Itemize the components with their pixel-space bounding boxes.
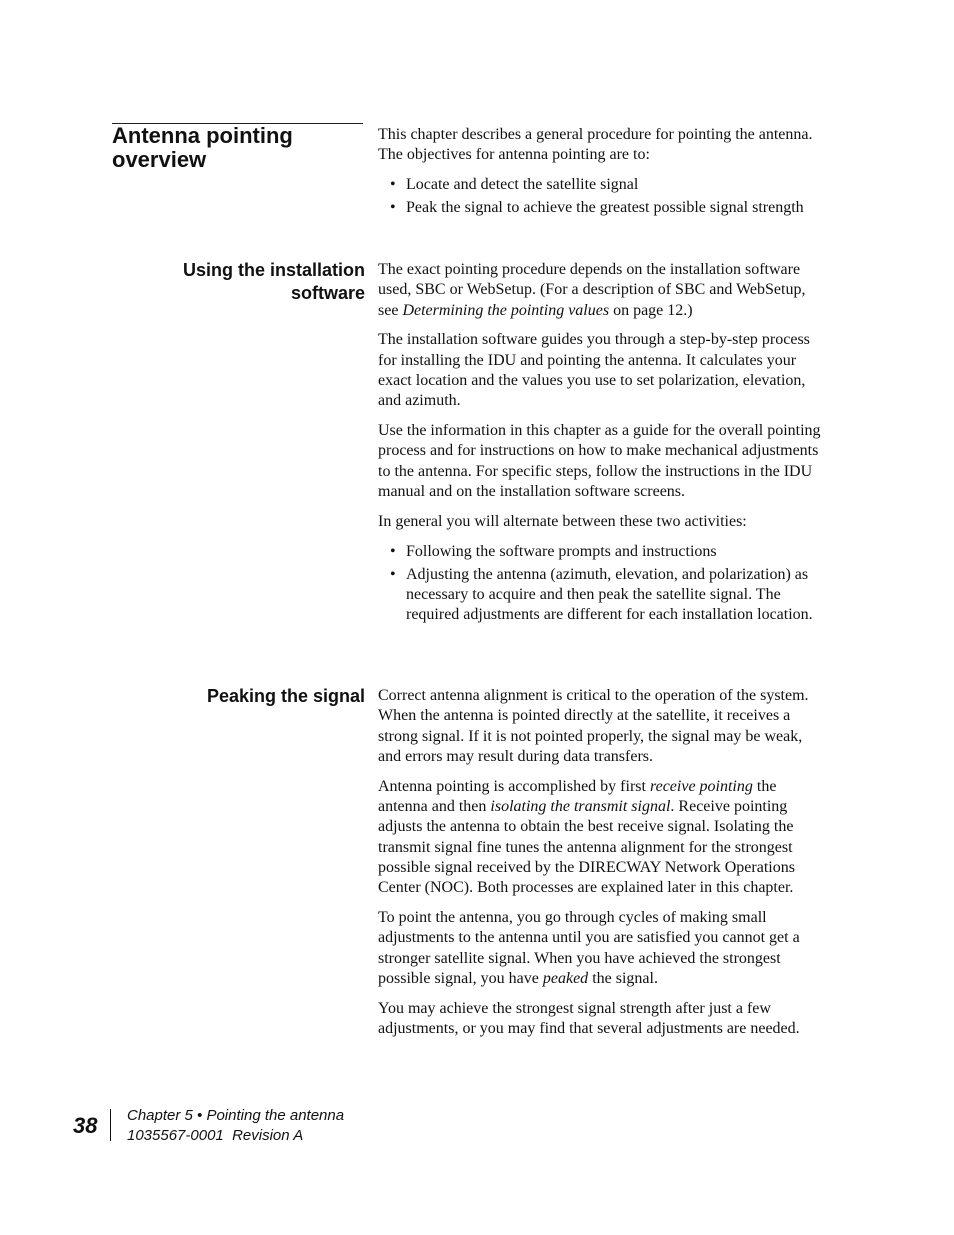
list-item-text: Locate and detect the satellite signal — [406, 176, 639, 194]
intro-paragraph: This chapter describes a general procedure for pointing the antenna. The objectives for antenna pointing are to: — [378, 126, 813, 164]
footer-divider — [110, 1109, 111, 1141]
list-item-text: Following the software prompts and instructions — [406, 542, 717, 560]
footer-info — [127, 1106, 344, 1145]
text-run: . Receive pointing adjusts the antenna to obtain the best receive signal. Isolating the transmit signal fine tunes the antenna alignment for the strongest possible signal received by the DIRECWAY Network Operations Center (NOC). Both processes are explained later in this chapter. — [378, 797, 795, 897]
installation-paragraph-3: Use the information in this chapter as a guide for the overall pointing process and for instructions on how to make mechanical adjustments to the antenna. For specific steps, follow the instructions in the IDU manual and on the installation software screens. — [378, 422, 821, 500]
text-run: The exact pointing procedure depends on the installation software used, SBC or WebSetup. (For a description of SBC and WebSetup, see — [378, 261, 806, 319]
text-run: the antenna and then — [378, 777, 777, 815]
peaking-section — [378, 686, 828, 1049]
list-item-text: Peak the signal to achieve the greatest possible signal strength — [406, 199, 804, 217]
peaking-paragraph-3 — [378, 908, 828, 989]
peaking-paragraph-4: You may achieve the strongest signal strength after just a few adjustments, or you may find that several adjustments are needed. — [378, 999, 800, 1037]
list-item — [378, 565, 828, 626]
text-run: Antenna pointing is accomplished by first — [378, 777, 650, 795]
peaking-heading: Peaking the signal — [206, 686, 365, 706]
list-item-text: Adjusting the antenna (azimuth, elevation, and polarization) as necessary to acquire and then peak the satellite signal. The required adjustments are different for each installation location. — [406, 565, 813, 624]
installation-paragraph-2: The installation software guides you through a step-by-step process for installing the IDU and pointing the antenna. It calculates your exact location and the values you use to set polarization, elevation, and azimuth. — [378, 331, 810, 410]
section-title: Antenna pointing overview — [112, 123, 293, 172]
emphasis: receive pointing — [649, 777, 753, 795]
installation-paragraph-1 — [378, 260, 828, 321]
installation-heading — [145, 259, 365, 305]
footer-doc-id: 1035567-0001 Revision A — [127, 1126, 304, 1144]
bullet-icon: • — [390, 542, 396, 560]
installation-paragraph-4: In general you will alternate between these two activities: — [378, 512, 747, 530]
cross-reference: Determining the pointing values — [402, 301, 610, 319]
text-run: on page 12.) — [609, 301, 693, 319]
emphasis: isolating the transmit signal — [490, 797, 671, 815]
intro-bullet-list — [378, 175, 828, 219]
installation-heading-line2: software — [290, 283, 365, 303]
list-item — [378, 198, 828, 218]
peaking-paragraph-1: Correct antenna alignment is critical to the operation of the system. When the antenna is pointed directly at the satellite, it receives a strong signal. If it is not pointed properly, the signal may be weak, and errors may result during data transfers. — [378, 687, 809, 765]
text-run: To point the antenna, you go through cycles of making small adjustments to the antenna until you are satisfied you cannot get a stronger satellite signal. When you have achieved the strongest possible signal, you have — [378, 908, 800, 987]
peaking-paragraph-2 — [378, 777, 828, 899]
bullet-icon: • — [390, 176, 396, 194]
intro-section — [378, 125, 828, 222]
installation-section — [378, 260, 828, 629]
bullet-icon: • — [390, 565, 396, 583]
installation-heading-line1: Using the installation — [182, 260, 365, 280]
emphasis: peaked — [542, 969, 589, 987]
text-run: the signal. — [588, 969, 658, 987]
page-number: 38 — [73, 1113, 98, 1138]
activities-bullet-list — [378, 542, 828, 626]
list-item — [378, 542, 828, 562]
bullet-icon: • — [390, 199, 396, 217]
footer-chapter: Chapter 5 • Pointing the antenna — [127, 1107, 345, 1124]
list-item — [378, 175, 828, 195]
